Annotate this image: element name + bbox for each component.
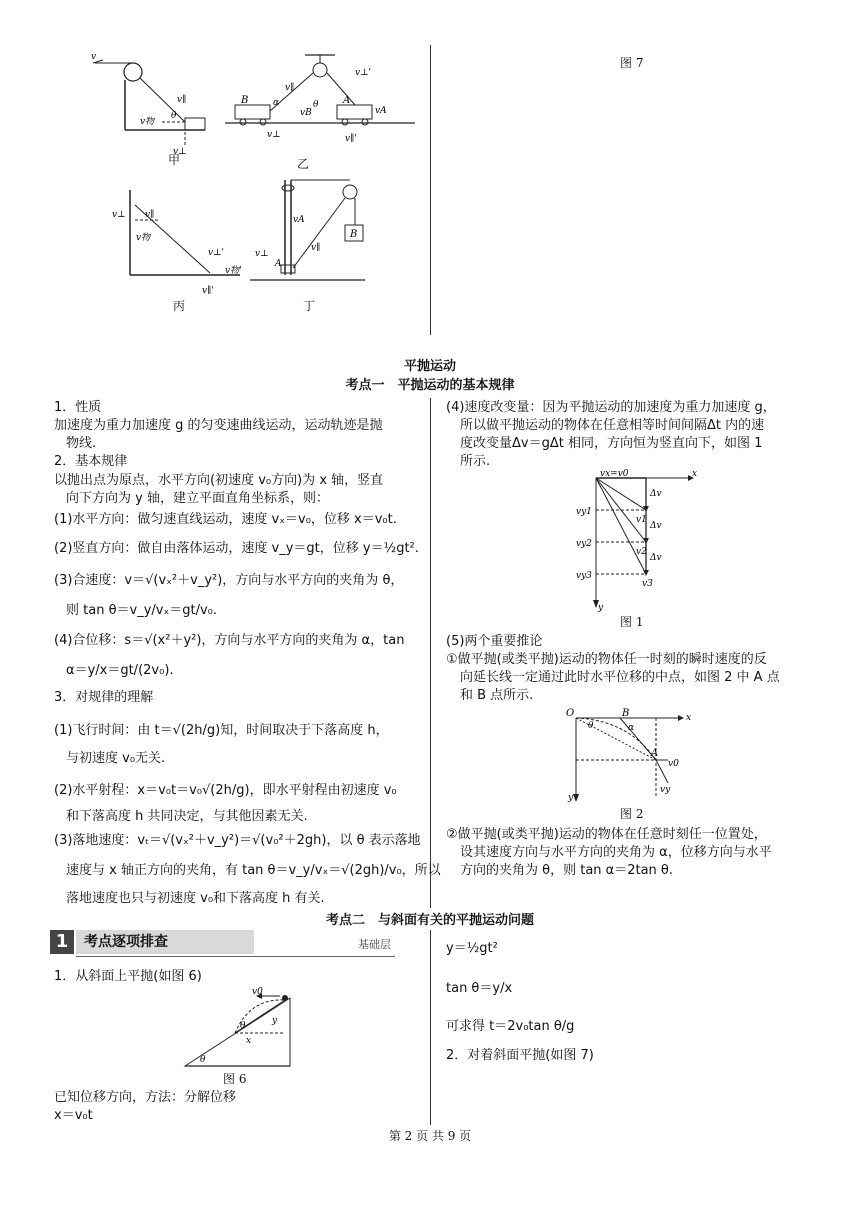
banner-number: 1	[50, 930, 74, 954]
right-line-2: 所以做平抛运动的物体在任意相等时间间隔Δt 内的速	[460, 418, 765, 433]
svg-text:A: A	[275, 259, 282, 269]
svg-text:Δv: Δv	[650, 521, 662, 531]
column-divider-middle	[430, 398, 431, 908]
svg-text:vA: vA	[375, 106, 387, 116]
bottom-left-line-2: 已知位移方向，方法：分解位移	[54, 1090, 237, 1105]
left-line-20: 落地速度也只与初速度 v₀和下落高度 h 有关.	[66, 891, 325, 906]
svg-text:v2: v2	[636, 547, 647, 557]
left-line-14: (1)飞行时间：由 t＝√(2h/g)知，时间取决于下落高度 h，	[54, 723, 389, 738]
right-line-6: ①做平抛(或类平抛)运动的物体任一时刻的瞬时速度的反	[446, 652, 767, 667]
bottom-right-line-4: 2．对着斜面平抛(如图 7)	[446, 1048, 594, 1063]
figure-1-velocity-diagram	[576, 469, 698, 613]
svg-text:v3: v3	[642, 579, 653, 589]
svg-text:v⊥: v⊥	[267, 130, 281, 140]
figure-jia-diagram	[85, 50, 215, 160]
column-divider-top	[430, 45, 431, 335]
figure-6-incline-diagram	[180, 988, 300, 1068]
left-line-11: (4)合位移：s＝√(x²＋y²)，方向与水平方向的夹角为 α，tan	[54, 633, 405, 648]
point-two-heading: 考点二 与斜面有关的平抛运动问题	[325, 913, 534, 928]
left-line-7: (1)水平方向：做匀速直线运动，速度 vₓ＝v₀，位移 x＝v₀t.	[54, 512, 397, 527]
figure-ding-label: 丁	[303, 299, 316, 313]
svg-text:v物': v物'	[225, 266, 242, 276]
svg-text:θ: θ	[240, 1021, 246, 1031]
svg-text:v∥: v∥	[311, 243, 321, 253]
left-line-9: (3)合速度：v＝√(vₓ²＋v_y²)，方向与水平方向的夹角为 θ，	[54, 573, 404, 588]
svg-text:θ: θ	[313, 100, 319, 110]
figure-jia-label: 甲	[168, 153, 181, 167]
svg-text:v⊥: v⊥	[112, 210, 126, 220]
banner-level: 基础层	[358, 938, 391, 951]
bottom-right-line-3: 可求得 t＝2v₀tan θ/g	[446, 1019, 575, 1034]
svg-text:x: x	[686, 713, 692, 723]
svg-text:v0: v0	[252, 987, 263, 997]
svg-text:vy: vy	[660, 785, 671, 795]
left-line-5: 以抛出点为原点，水平方向(初速度 v₀方向)为 x 轴，竖直	[54, 473, 384, 488]
bottom-right-line-1: y＝½gt²	[446, 941, 498, 956]
left-line-4: 2．基本规律	[54, 454, 128, 469]
svg-text:Δv: Δv	[650, 553, 662, 563]
figure-bing-diagram	[110, 185, 260, 295]
svg-text:y: y	[598, 603, 604, 613]
svg-text:vA: vA	[293, 215, 305, 225]
figure-yi-label: 乙	[297, 157, 310, 171]
left-line-3: 物线.	[66, 436, 97, 451]
svg-text:v0: v0	[668, 759, 679, 769]
svg-text:y: y	[568, 793, 574, 803]
figure-6-caption: 图 6	[223, 1072, 247, 1086]
section-banner	[50, 930, 395, 954]
figure-bing-label: 丙	[173, 299, 186, 313]
svg-text:v∥: v∥	[145, 210, 155, 220]
right-line-8: 和 B 点所示.	[460, 688, 534, 703]
right-line-7: 向延长线一定通过此时水平位移的中点，如图 2 中 A 点	[460, 670, 780, 685]
figure-yi-diagram	[225, 45, 415, 150]
svg-text:θ: θ	[200, 1055, 206, 1065]
svg-text:B: B	[241, 95, 249, 106]
page-footer: 第 2 页 共 9 页	[388, 1129, 472, 1143]
svg-text:v: v	[91, 52, 97, 62]
left-line-19: 速度与 x 轴正方向的夹角，有 tan θ＝v_y/vₓ＝√(2gh)/v₀，所以	[66, 863, 441, 878]
right-line-3: 度改变量Δv＝gΔt 相同，方向恒为竖直向下，如图 1	[460, 436, 763, 451]
svg-text:v∥: v∥	[285, 83, 295, 93]
figure-2-diagram	[566, 708, 692, 803]
svg-text:vy3: vy3	[576, 571, 592, 581]
svg-text:v⊥': v⊥'	[208, 248, 225, 258]
left-line-15: 与初速度 v₀无关.	[66, 751, 166, 766]
figure-1-caption: 图 1	[620, 615, 644, 629]
svg-text:O: O	[566, 708, 575, 719]
svg-text:v∥': v∥'	[202, 286, 214, 296]
svg-text:v⊥: v⊥	[173, 147, 187, 157]
left-line-1: 1．性质	[54, 400, 102, 415]
figure-ding-diagram	[245, 170, 380, 290]
svg-text:x: x	[246, 1036, 252, 1046]
left-line-8: (2)竖直方向：做自由落体运动，速度 v_y＝gt，位移 y＝½gt².	[54, 541, 419, 556]
svg-text:B: B	[622, 708, 630, 719]
figure-7-caption: 图 7	[620, 56, 644, 70]
left-line-17: 和下落高度 h 共同决定，与其他因素无关.	[66, 809, 308, 824]
svg-text:θ: θ	[171, 111, 177, 121]
svg-text:vy2: vy2	[576, 539, 592, 549]
svg-text:v物: v物	[140, 117, 155, 127]
bottom-left-line-1: 1．从斜面上平抛(如图 6)	[54, 969, 202, 984]
svg-text:x: x	[692, 469, 698, 479]
right-line-1: (4)速度改变量：因为平抛运动的加速度为重力加速度 g，	[446, 400, 776, 415]
svg-text:v物: v物	[136, 233, 151, 243]
svg-text:y: y	[272, 1016, 278, 1026]
svg-text:α: α	[628, 723, 635, 733]
svg-text:v⊥: v⊥	[255, 249, 269, 259]
svg-text:α: α	[273, 98, 280, 108]
bottom-left-line-3: x＝v₀t	[54, 1108, 93, 1123]
column-divider-bottom	[430, 930, 431, 1125]
point-one-heading: 考点一 平抛运动的基本规律	[345, 378, 515, 393]
svg-text:vy1: vy1	[576, 507, 592, 517]
banner-title: 考点逐项排查	[76, 930, 254, 954]
bottom-right-line-2: tan θ＝y/x	[446, 981, 513, 996]
left-line-13: 3．对规律的理解	[54, 690, 154, 705]
svg-text:A: A	[343, 95, 351, 106]
right-line-4: 所示.	[460, 454, 491, 469]
left-line-12: α＝y/x＝gt/(2v₀).	[66, 663, 174, 678]
section-title: 平抛运动	[403, 359, 456, 374]
svg-text:v⊥': v⊥'	[355, 68, 372, 78]
right-line-5: (5)两个重要推论	[446, 634, 543, 649]
svg-text:vx=v0: vx=v0	[600, 469, 629, 479]
left-line-10: 则 tan θ＝v_y/vₓ＝gt/v₀.	[66, 603, 218, 618]
left-line-2: 加速度为重力加速度 g 的匀变速曲线运动，运动轨迹是抛	[54, 418, 383, 433]
banner-rule	[76, 956, 395, 957]
svg-text:v1: v1	[636, 515, 647, 525]
svg-text:B: B	[350, 229, 358, 240]
svg-text:A: A	[651, 748, 659, 759]
figure-2-caption: 图 2	[620, 807, 644, 821]
left-line-6: 向下方向为 y 轴，建立平面直角坐标系，则：	[66, 491, 329, 506]
svg-text:v∥': v∥'	[345, 134, 357, 144]
right-line-9: ②做平抛(或类平抛)运动的物体在任意时刻任一位置处，	[446, 827, 767, 842]
svg-text:θ: θ	[588, 721, 594, 731]
right-line-10: 设其速度方向与水平方向的夹角为 α，位移方向与水平	[460, 845, 772, 860]
left-line-18: (3)落地速度：vₜ＝√(vₓ²＋v_y²)＝√(v₀²＋2gh)，以 θ 表示落地	[54, 833, 421, 848]
right-line-11: 方向的夹角为 θ，则 tan α＝2tan θ.	[460, 863, 674, 878]
svg-text:v∥: v∥	[177, 95, 187, 105]
svg-text:vB: vB	[300, 108, 312, 118]
svg-text:Δv: Δv	[650, 489, 662, 499]
left-line-16: (2)水平射程：x＝v₀t＝v₀√(2h/g)，即水平射程由初速度 v₀	[54, 783, 397, 798]
